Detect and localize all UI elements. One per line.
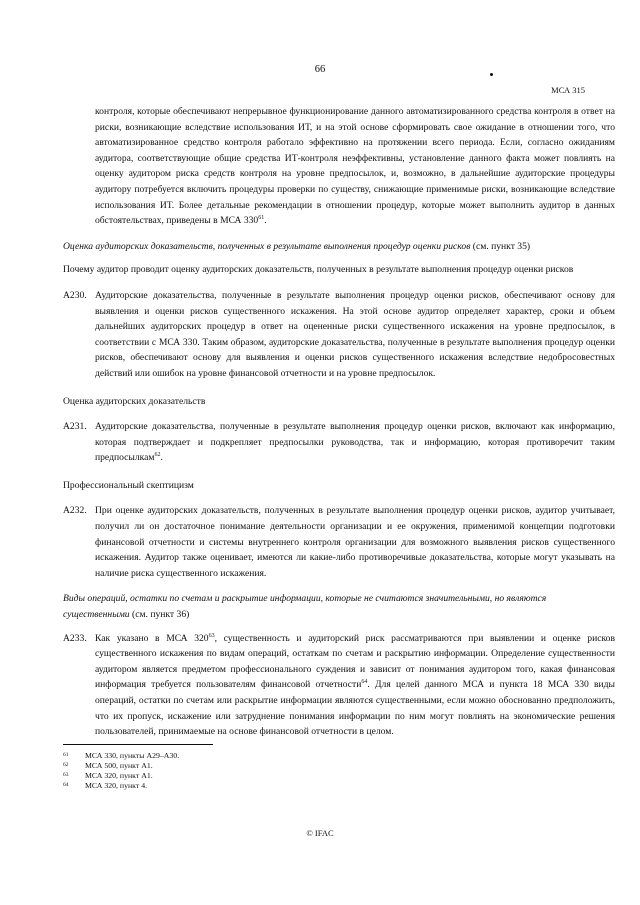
page-number: 66 — [314, 64, 326, 75]
page-content — [63, 104, 615, 740]
continuation-paragraph: контроля, которые обеспечивают непрерывное функционирование данного автоматизированного средства контроля в ответ на риски, возникающие вследствие использования ИТ, и на этой основе сформировать свое ожидание в отношении того, что автоматизированное средство контроля работало эффективно на протяжении всего периода. Если, согласно ожиданиям аудитора, соответствующие общие средства ИТ-контроля неэффективны, установление данного факта может повлиять на оценку аудитором риска средств контроля на уровне предпосылок, и, возможно, в дальнейшие аудиторские процедуры аудитору потребуется включить процедуры проверки по существу, снижающие применимые риски, возникающие вследствие использования ИТ. Более детальные рекомендации в отношении процедур, которые может выполнить аудитор в данных обстоятельствах, приведены в МСА $330^{61}$. — [95, 106, 615, 227]
footnote-ref-62[interactable]: 62 — [154, 452, 161, 459]
copyright: © IFAC — [306, 828, 334, 838]
paragraph-number: A230. — [63, 289, 87, 301]
paragraph-a230 — [63, 288, 615, 382]
section-heading-evaluation: Оценка аудиторских доказательств — [63, 395, 206, 407]
paragraph-number: A233. — [63, 632, 87, 644]
section-heading-risk-evidence: Оценка аудиторских доказательств, полученных в результате выполнения процедур оценки рисков (см. пункт 35) — [63, 240, 531, 252]
paragraph-a232 — [63, 503, 615, 581]
section-heading-skepticism: Профессиональный скептицизм — [63, 479, 194, 491]
paragraph-a231 — [63, 419, 615, 466]
standard-reference: МСА 315 — [551, 85, 585, 95]
section-heading-material-items: Виды операций, остатки по счетам и раскрытие информации, которые не считаются значительными, но являются существенными (см. пункт 36) — [63, 593, 547, 621]
footnote: 63 МСА 320, пункт А1. — [63, 771, 153, 780]
footnote: 61 МСА 330, пункты А29–А30. — [63, 751, 180, 760]
paragraph-number: A232. — [63, 505, 87, 517]
paragraph-text: Как указано в МСА $320^{63}$, существенность и аудиторский риск рассматриваются при выявлении и оценке рисков существенного искажения по видам операций, остаткам по счетам и раскрытию информации. Определение существенности аудитором является предметом профессионального суждения и зависит от понимания аудитором того, какая финансовая информация требуется пользователям финансовой отчетности$^{64}$. Для целей данного МСА и пункта 18 МСА 330 виды операций, остатки по счетам или раскрытие информации являются существенными, если можно обоснованно предположить, что их пропуск, искажение или затруднение понимания информации по ним могут повлиять на экономические решения пользователей, принимаемые на основе финансовой отчетности в целом. — [95, 632, 615, 738]
section-intro: Почему аудитор проводит оценку аудиторских доказательств, полученных в результате выполнения процедур оценки рисков — [63, 264, 574, 276]
paragraph-number: A231. — [63, 421, 87, 433]
paragraph-text: При оценке аудиторских доказательств, полученных в результате выполнения процедур оценки рисков, аудитор учитывает, получил ли он достаточное понимание деятельности организации и ее окружения, применимой концепции подготовки финансовой отчетности и системы внутреннего контроля организации для возможного выявления рисков существенного искажения. Аудитор также оценивает, имеются ли какие-либо противоречивые доказательства, которые могут указывать на наличие риска существенного искажения. — [95, 505, 615, 579]
footnote-divider — [63, 744, 213, 745]
paragraph-a233 — [63, 631, 615, 740]
footnote-ref-63[interactable]: 63 — [208, 632, 215, 639]
footnotes — [63, 751, 179, 791]
scan-dot — [490, 73, 493, 76]
footnote-ref-64[interactable]: 64 — [361, 679, 368, 686]
footnote: 64 МСА 320, пункт 4. — [63, 781, 148, 790]
paragraph-text: Аудиторские доказательства, полученные в результате выполнения процедур оценки рисков, включают как информацию, которая подтверждает и подкрепляет предпосылки руководства, так и информацию, которая противоречит таким предпосылкам$^{62}$. — [95, 421, 615, 464]
paragraph-text: Аудиторские доказательства, полученные в результате выполнения процедур оценки рисков, обеспечивают основу для выявления и оценки рисков существенного искажения. На этой основе аудитор определяет характер, сроки и объем дальнейших аудиторских процедур в ответ на оцененные риски существенного искажения на уровне предпосылок, в соответствии с МСА 330. Таким образом, аудиторские доказательства, полученные в результате выполнения процедур оценки рисков, обеспечивают основу для выявления и оценки рисков существенного искажения вследствие недобросовестных действий или ошибок на уровне финансовой отчетности и на уровне предпосылок. — [95, 289, 615, 379]
footnote-ref-61[interactable]: 61 — [258, 214, 265, 221]
footnote: 62 МСА 500, пункт А1. — [63, 761, 153, 770]
